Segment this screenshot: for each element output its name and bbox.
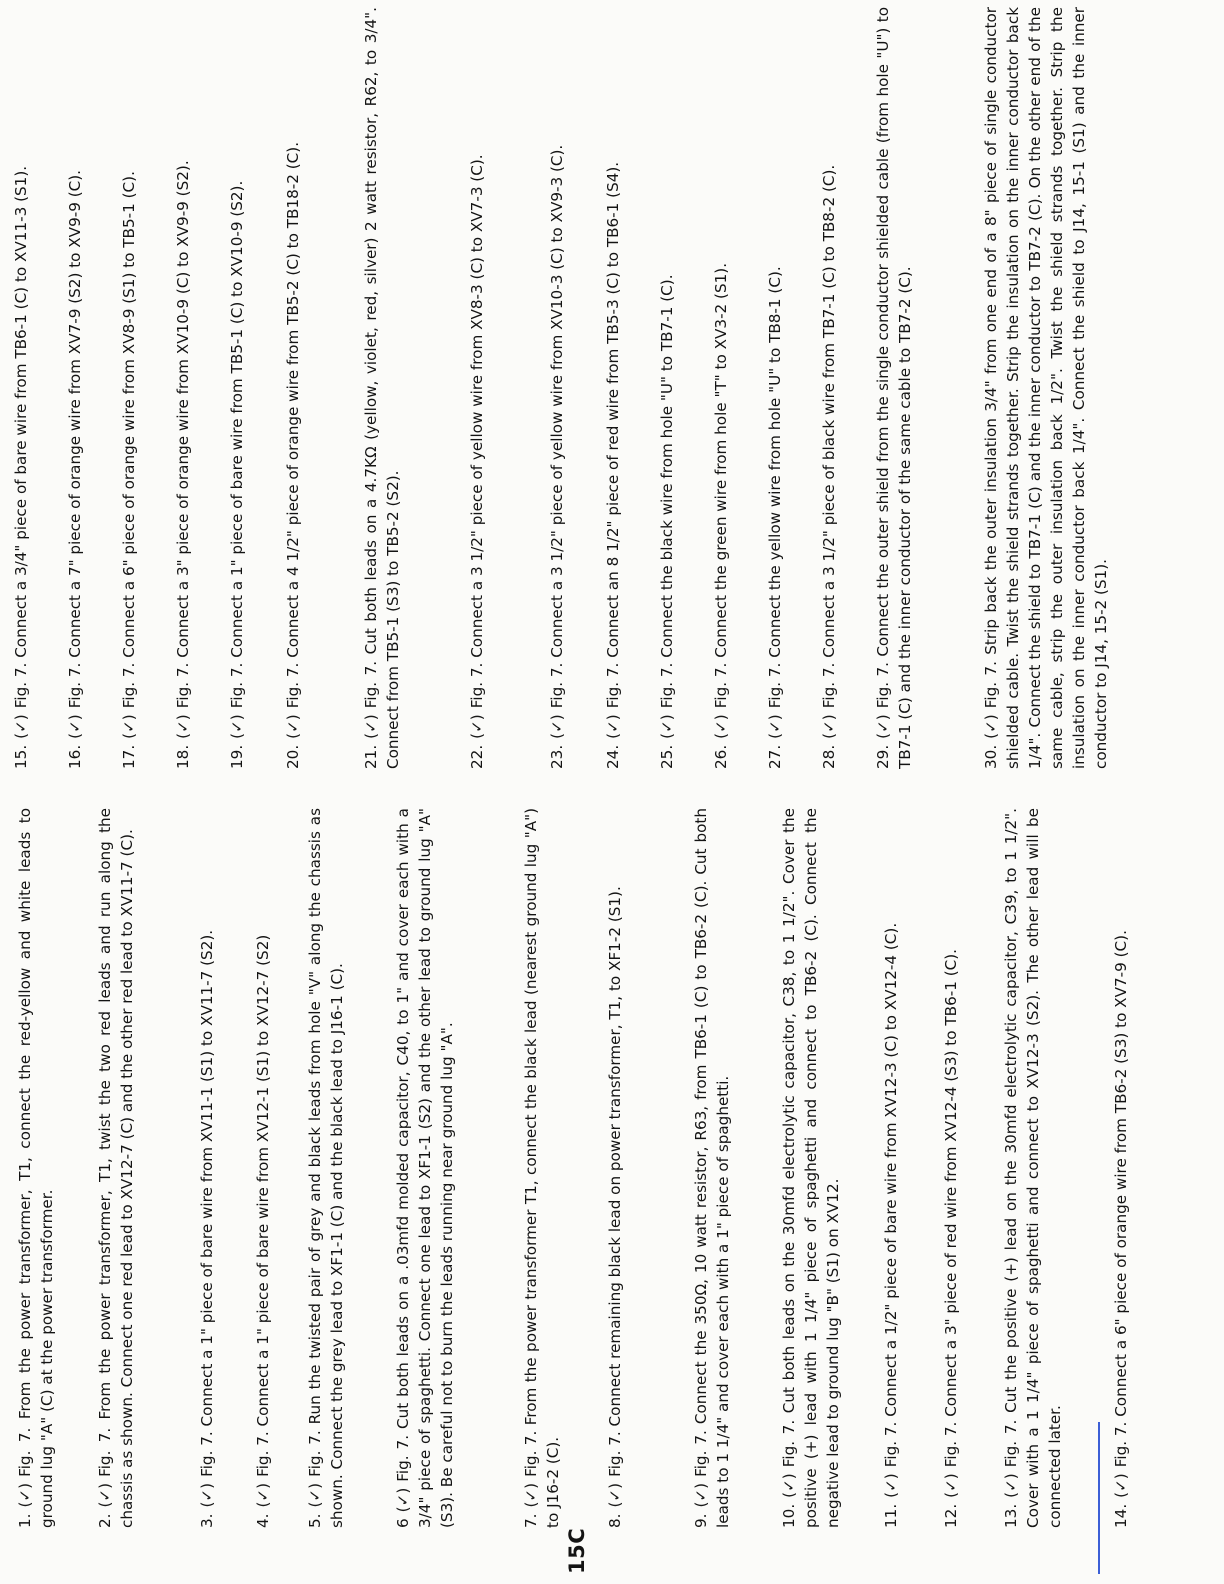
instruction-item	[94, 808, 138, 1528]
instruction-number: 15.	[12, 744, 30, 769]
instruction-item	[546, 7, 568, 769]
instruction-item	[980, 7, 1112, 769]
instruction-text: Fig. 7. Connect a 3 1/2" piece of yellow wire from XV8-3 (C) to XV7-3 (C).	[468, 154, 486, 709]
checkbox-mark[interactable]: (✓)	[604, 714, 622, 739]
instruction-item	[710, 7, 732, 769]
instruction-item	[360, 7, 404, 769]
checkbox-mark[interactable]: (✓)	[1112, 1473, 1130, 1498]
instruction-number: 23.	[548, 744, 566, 769]
instruction-item	[282, 7, 304, 769]
instruction-number: 16.	[66, 744, 84, 769]
checkbox-mark[interactable]: (✓)	[16, 1482, 34, 1508]
instruction-number: 28.	[820, 744, 838, 769]
instruction-number: 1.	[16, 1513, 34, 1528]
instruction-number: 27.	[766, 744, 784, 769]
instruction-text: Fig. 7. Cut both leads on a 4.7KΩ (yellow, violet, red, silver) 2 watt resistor, R62, to 3/4". Connect from TB5-1 (S3) to TB5-2 (S2).	[362, 7, 402, 769]
instruction-item	[1110, 808, 1132, 1528]
instruction-text: Fig. 7. Connect a 1" piece of bare wire from XV11-1 (S1) to XV11-7 (S2).	[198, 929, 216, 1477]
instruction-item	[1000, 808, 1066, 1528]
instruction-text: Fig. 7. Run the twisted pair of grey and black leads from hole "V" along the chassis as shown. Connect the grey lead to XF1-1 (C) and the black lead to J16-1 (C).	[306, 808, 346, 1528]
instruction-item	[64, 7, 86, 769]
instruction-number: 2.	[96, 1513, 114, 1528]
instruction-text: Fig. 7. Connect a 7" piece of orange wire from XV7-9 (S2) to XV9-9 (C).	[66, 170, 84, 709]
checkbox-mark[interactable]: (✓)	[96, 1482, 114, 1508]
checkbox-mark[interactable]: (✓)	[174, 714, 192, 739]
checkbox-mark[interactable]: (✓)	[306, 1482, 324, 1508]
instruction-item	[118, 7, 140, 769]
instruction-text: Fig. 7. Connect an 8 1/2" piece of red wire from TB5-3 (C) to TB6-1 (S4).	[604, 161, 622, 709]
instruction-number: 25.	[658, 744, 676, 769]
checkbox-mark[interactable]: (✓)	[882, 1473, 900, 1498]
instruction-text: Fig. 7. Connect a 3 1/2" piece of black wire from TB7-1 (C) to TB8-2 (C).	[820, 164, 838, 709]
instruction-item	[10, 7, 32, 769]
instruction-item	[778, 808, 844, 1528]
instruction-text: Fig. 7. Connect a 6" piece of orange wire from TB6-2 (S3) to XV7-9 (C).	[1112, 930, 1130, 1468]
instruction-text: Fig. 7. Cut the positive (+) lead on the 30mfd electrolytic capacitor, C39, to 1 1/2". Cover with a 1 1/4" piece of spaghetti and connect to XV12-3 (S2). The other lead will be connected later.	[1002, 808, 1064, 1528]
checkbox-mark[interactable]: (✓)	[942, 1473, 960, 1498]
instruction-number: 21.	[362, 744, 380, 769]
instruction-item	[304, 808, 348, 1528]
checkbox-mark[interactable]: (✓)	[362, 714, 380, 739]
instruction-text: Fig. 7. Connect a 6" piece of orange wire from XV8-9 (S1) to TB5-1 (C).	[120, 171, 138, 709]
checkbox-mark[interactable]: (✓)	[394, 1487, 412, 1513]
checkbox-mark[interactable]: (✓)	[548, 714, 566, 739]
checkbox-mark[interactable]: (✓)	[658, 714, 676, 739]
instruction-item	[690, 808, 734, 1528]
instruction-item	[520, 808, 564, 1528]
instruction-number: 13.	[1002, 1503, 1020, 1528]
instruction-item	[252, 808, 274, 1528]
instruction-text: Fig. 7. From the power transformer, T1, connect the red-yellow and white leads to ground lug "A" (C) at the power transformer.	[16, 808, 56, 1528]
instruction-item	[196, 808, 218, 1528]
instruction-item	[656, 7, 678, 769]
instruction-text: Fig. 7. Connect a 3" piece of red wire from XV12-4 (S3) to TB6-1 (C).	[942, 949, 960, 1468]
instruction-text: Fig. 7. Connect remaining black lead on power transformer, T1, to XF1-2 (S1).	[606, 886, 624, 1477]
checkbox-mark[interactable]: (✓)	[522, 1482, 540, 1508]
checkbox-mark[interactable]: (✓)	[780, 1473, 798, 1498]
instruction-text: Fig. 7. Connect the yellow wire from hole "U" to TB8-1 (C).	[766, 266, 784, 709]
instruction-text: Fig. 7. Connect the green wire from hole "T" to XV3-2 (S1).	[712, 262, 730, 709]
checkbox-mark[interactable]: (✓)	[1002, 1473, 1020, 1498]
instruction-number: 24.	[604, 744, 622, 769]
instruction-number: 14.	[1112, 1503, 1130, 1528]
instruction-text: Fig. 7. Connect a 1" piece of bare wire from TB5-1 (C) to XV10-9 (S2).	[228, 180, 246, 709]
instruction-text: Fig. 7. Connect a 4 1/2" piece of orange wire from TB5-2 (C) to TB18-2 (C).	[284, 141, 302, 709]
instruction-number: 10.	[780, 1503, 798, 1528]
instruction-text: Fig. 7. Connect the black wire from hole "U" to TB7-1 (C).	[658, 274, 676, 709]
instruction-number: 3.	[198, 1513, 216, 1528]
instruction-item	[466, 7, 488, 769]
checkbox-mark[interactable]: (✓)	[982, 714, 1000, 739]
instruction-text: Fig. 7. Connect a 3/4" piece of bare wire from TB6-1 (C) to XV11-3 (S1).	[12, 165, 30, 709]
page-number: 15C	[565, 1527, 589, 1574]
instruction-text: Fig. 7. Cut both leads on a .03mfd molded capacitor, C40, to 1" and cover each with a 3/4" piece of spaghetti. Connect one lead to XF1-1 (S2) and the other lead to ground lug "A" (S3). Be careful not to burn the leads running near ground lug "A".	[394, 808, 456, 1528]
instruction-number: 7.	[522, 1513, 540, 1528]
checkbox-mark[interactable]: (✓)	[228, 714, 246, 739]
instruction-text: Fig. 7. Connect a 1/2" piece of bare wire from XV12-3 (C) to XV12-4 (C).	[882, 922, 900, 1468]
checkbox-mark[interactable]: (✓)	[284, 714, 302, 739]
instruction-number: 17.	[120, 744, 138, 769]
checkbox-mark[interactable]: (✓)	[766, 714, 784, 739]
checkbox-mark[interactable]: (✓)	[606, 1482, 624, 1508]
instruction-item	[172, 7, 194, 769]
instruction-text: Fig. 7. Connect a 3" piece of orange wire from XV10-9 (C) to XV9-9 (S2).	[174, 160, 192, 709]
checkbox-mark[interactable]: (✓)	[712, 714, 730, 739]
instruction-text: Fig. 7. From the power transformer T1, connect the black lead (nearest ground lug "A") to J16-2 (C).	[522, 808, 562, 1528]
right-column	[0, 7, 1224, 769]
instruction-number: 18.	[174, 744, 192, 769]
instruction-item	[602, 7, 624, 769]
instruction-item	[14, 808, 58, 1528]
instruction-text: Fig. 7. Cut both leads on the 30mfd electrolytic capacitor, C38, to 1 1/2". Cover the positive (+) lead with 1 1/4" piece of spaghetti and connect to TB6-2 (C). Connect the negative lead to ground lug "B" (S1) on XV12.	[780, 808, 842, 1528]
instruction-number: 6	[394, 1518, 412, 1528]
right-instruction-list	[0, 7, 1224, 769]
left-column	[0, 808, 1224, 1528]
instruction-number: 22.	[468, 744, 486, 769]
instruction-text: Fig. 7. Connect a 3 1/2" piece of yellow wire from XV10-3 (C) to XV9-3 (C).	[548, 144, 566, 709]
left-instruction-list	[0, 808, 1224, 1528]
instruction-text: Fig. 7. Connect the 350Ω, 10 watt resistor, R63, from TB6-1 (C) to TB6-2 (C). Cut both leads to 1 1/4" and cover each with a 1" piece of spaghetti.	[692, 808, 732, 1528]
instruction-text: Fig. 7. Strip back the outer insulation 3/4" from one end of a 8" piece of single conductor shielded cable. Twist the shield strands together. Strip the insulation on the inner conductor back 1/4". Connect the shield to TB7-1 (C) and the inner conductor to TB7-2 (C). On the other end of the same cable, strip the outer insulation back 1/2". Twist the shield strands together. Strip the insulation on the inner conductor back 1/4". Connect the shield to J14, 15-1 (S1) and the inner conductor to J14, 15-2 (S1).	[982, 7, 1110, 769]
instruction-number: 19.	[228, 744, 246, 769]
instruction-item	[392, 808, 458, 1528]
instruction-item	[226, 7, 248, 769]
instruction-item	[604, 808, 626, 1528]
instruction-item	[872, 7, 916, 769]
checkbox-mark[interactable]: (✓)	[254, 1482, 272, 1508]
instruction-number: 26.	[712, 744, 730, 769]
checkbox-mark[interactable]: (✓)	[12, 714, 30, 739]
instruction-text: Fig. 7. Connect a 1" piece of bare wire from XV12-1 (S1) to XV12-7 (S2)	[254, 934, 272, 1477]
instruction-item	[818, 7, 840, 769]
instruction-number: 8.	[606, 1513, 624, 1528]
instruction-item	[880, 808, 902, 1528]
instruction-number: 30.	[982, 744, 1000, 769]
checkbox-mark[interactable]: (✓)	[120, 714, 138, 739]
instruction-number: 12.	[942, 1503, 960, 1528]
instruction-text: Fig. 7. Connect the outer shield from the single conductor shielded cable (from hole "U") to TB7-1 (C) and the inner conductor of the same cable to TB7-2 (C).	[874, 7, 914, 769]
instruction-number: 9.	[692, 1513, 710, 1528]
page-rule	[1098, 1422, 1100, 1574]
checkbox-mark[interactable]: (✓)	[66, 714, 84, 739]
instruction-item	[764, 7, 786, 769]
checkbox-mark[interactable]: (✓)	[692, 1482, 710, 1508]
instruction-number: 4.	[254, 1513, 272, 1528]
checkbox-mark[interactable]: (✓)	[820, 714, 838, 739]
instruction-number: 11.	[882, 1503, 900, 1528]
checkbox-mark[interactable]: (✓)	[874, 714, 892, 739]
instruction-item	[940, 808, 962, 1528]
instruction-number: 20.	[284, 744, 302, 769]
checkbox-mark[interactable]: (✓)	[468, 714, 486, 739]
checkbox-mark[interactable]: (✓)	[198, 1482, 216, 1508]
instruction-number: 29.	[874, 744, 892, 769]
instruction-number: 5.	[306, 1513, 324, 1528]
instruction-text: Fig. 7. From the power transformer, T1, twist the two red leads and run along the chassis as shown. Connect one red lead to XV12-7 (C) and the other red lead to XV11-7 (C).	[96, 808, 136, 1528]
